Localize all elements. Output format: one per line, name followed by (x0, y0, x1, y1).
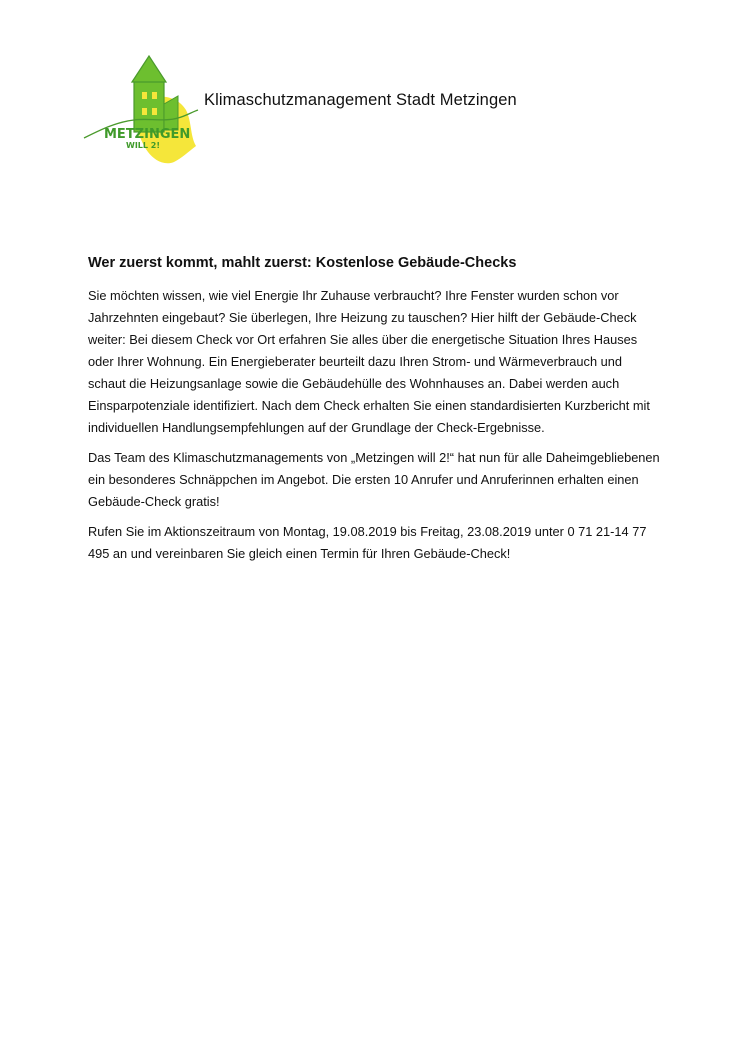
organization-name: Klimaschutzmanagement Stadt Metzingen (204, 91, 517, 109)
article-paragraph-2: Das Team des Klimaschutzmanagements von „Metzingen will 2!“ hat nun für alle Daheimgebliebenen ein besonderes Schnäppchen im Angebot. Die ersten 10 Anrufer und Anruferinnen erhalten einen Gebäude-Check gratis! (88, 450, 660, 509)
article-paragraph-3: Rufen Sie im Aktionszeitraum von Montag, 19.08.2019 bis Freitag, 23.08.2019 unter 0 71 21-14 77 495 an und vereinbaren Sie gleich einen Termin für Ihren Gebäude-Check! (88, 524, 647, 561)
logo-wordmark-bottom: WILL 2! (126, 141, 160, 150)
article (88, 252, 660, 573)
article-headline: Wer zuerst kommt, mahlt zuerst: Kostenlose Gebäude-Checks (88, 255, 517, 271)
article-paragraph-1: Sie möchten wissen, wie viel Energie Ihr Zuhause verbraucht? Ihre Fenster wurden schon vor Jahrzehnten eingebaut? Sie überlegen, Ihre Heizung zu tauschen? Hier hilft der Gebäude-Check weiter: Bei diesem Check vor Ort erfahren Sie alles über die energetische Situation Ihres Hauses oder Ihrer Wohnung. Ein Energieberater beurteilt dazu Ihren Strom- und Wärmeverbrauch und schaut die Heizungsanlage sowie die Gebäudehülle des Wohnhauses an. Dabei werden auch Einsparpotenziale identifiziert. Nach dem Check erhalten Sie einen standardisierten Kurzbericht mit individuellen Handlungsempfehlungen auf der Grundlage der Check-Ergebnisse. (88, 288, 650, 435)
logo-wordmark-top: METZINGEN (104, 127, 191, 142)
metzingen-will-2-logo-icon (82, 52, 202, 167)
